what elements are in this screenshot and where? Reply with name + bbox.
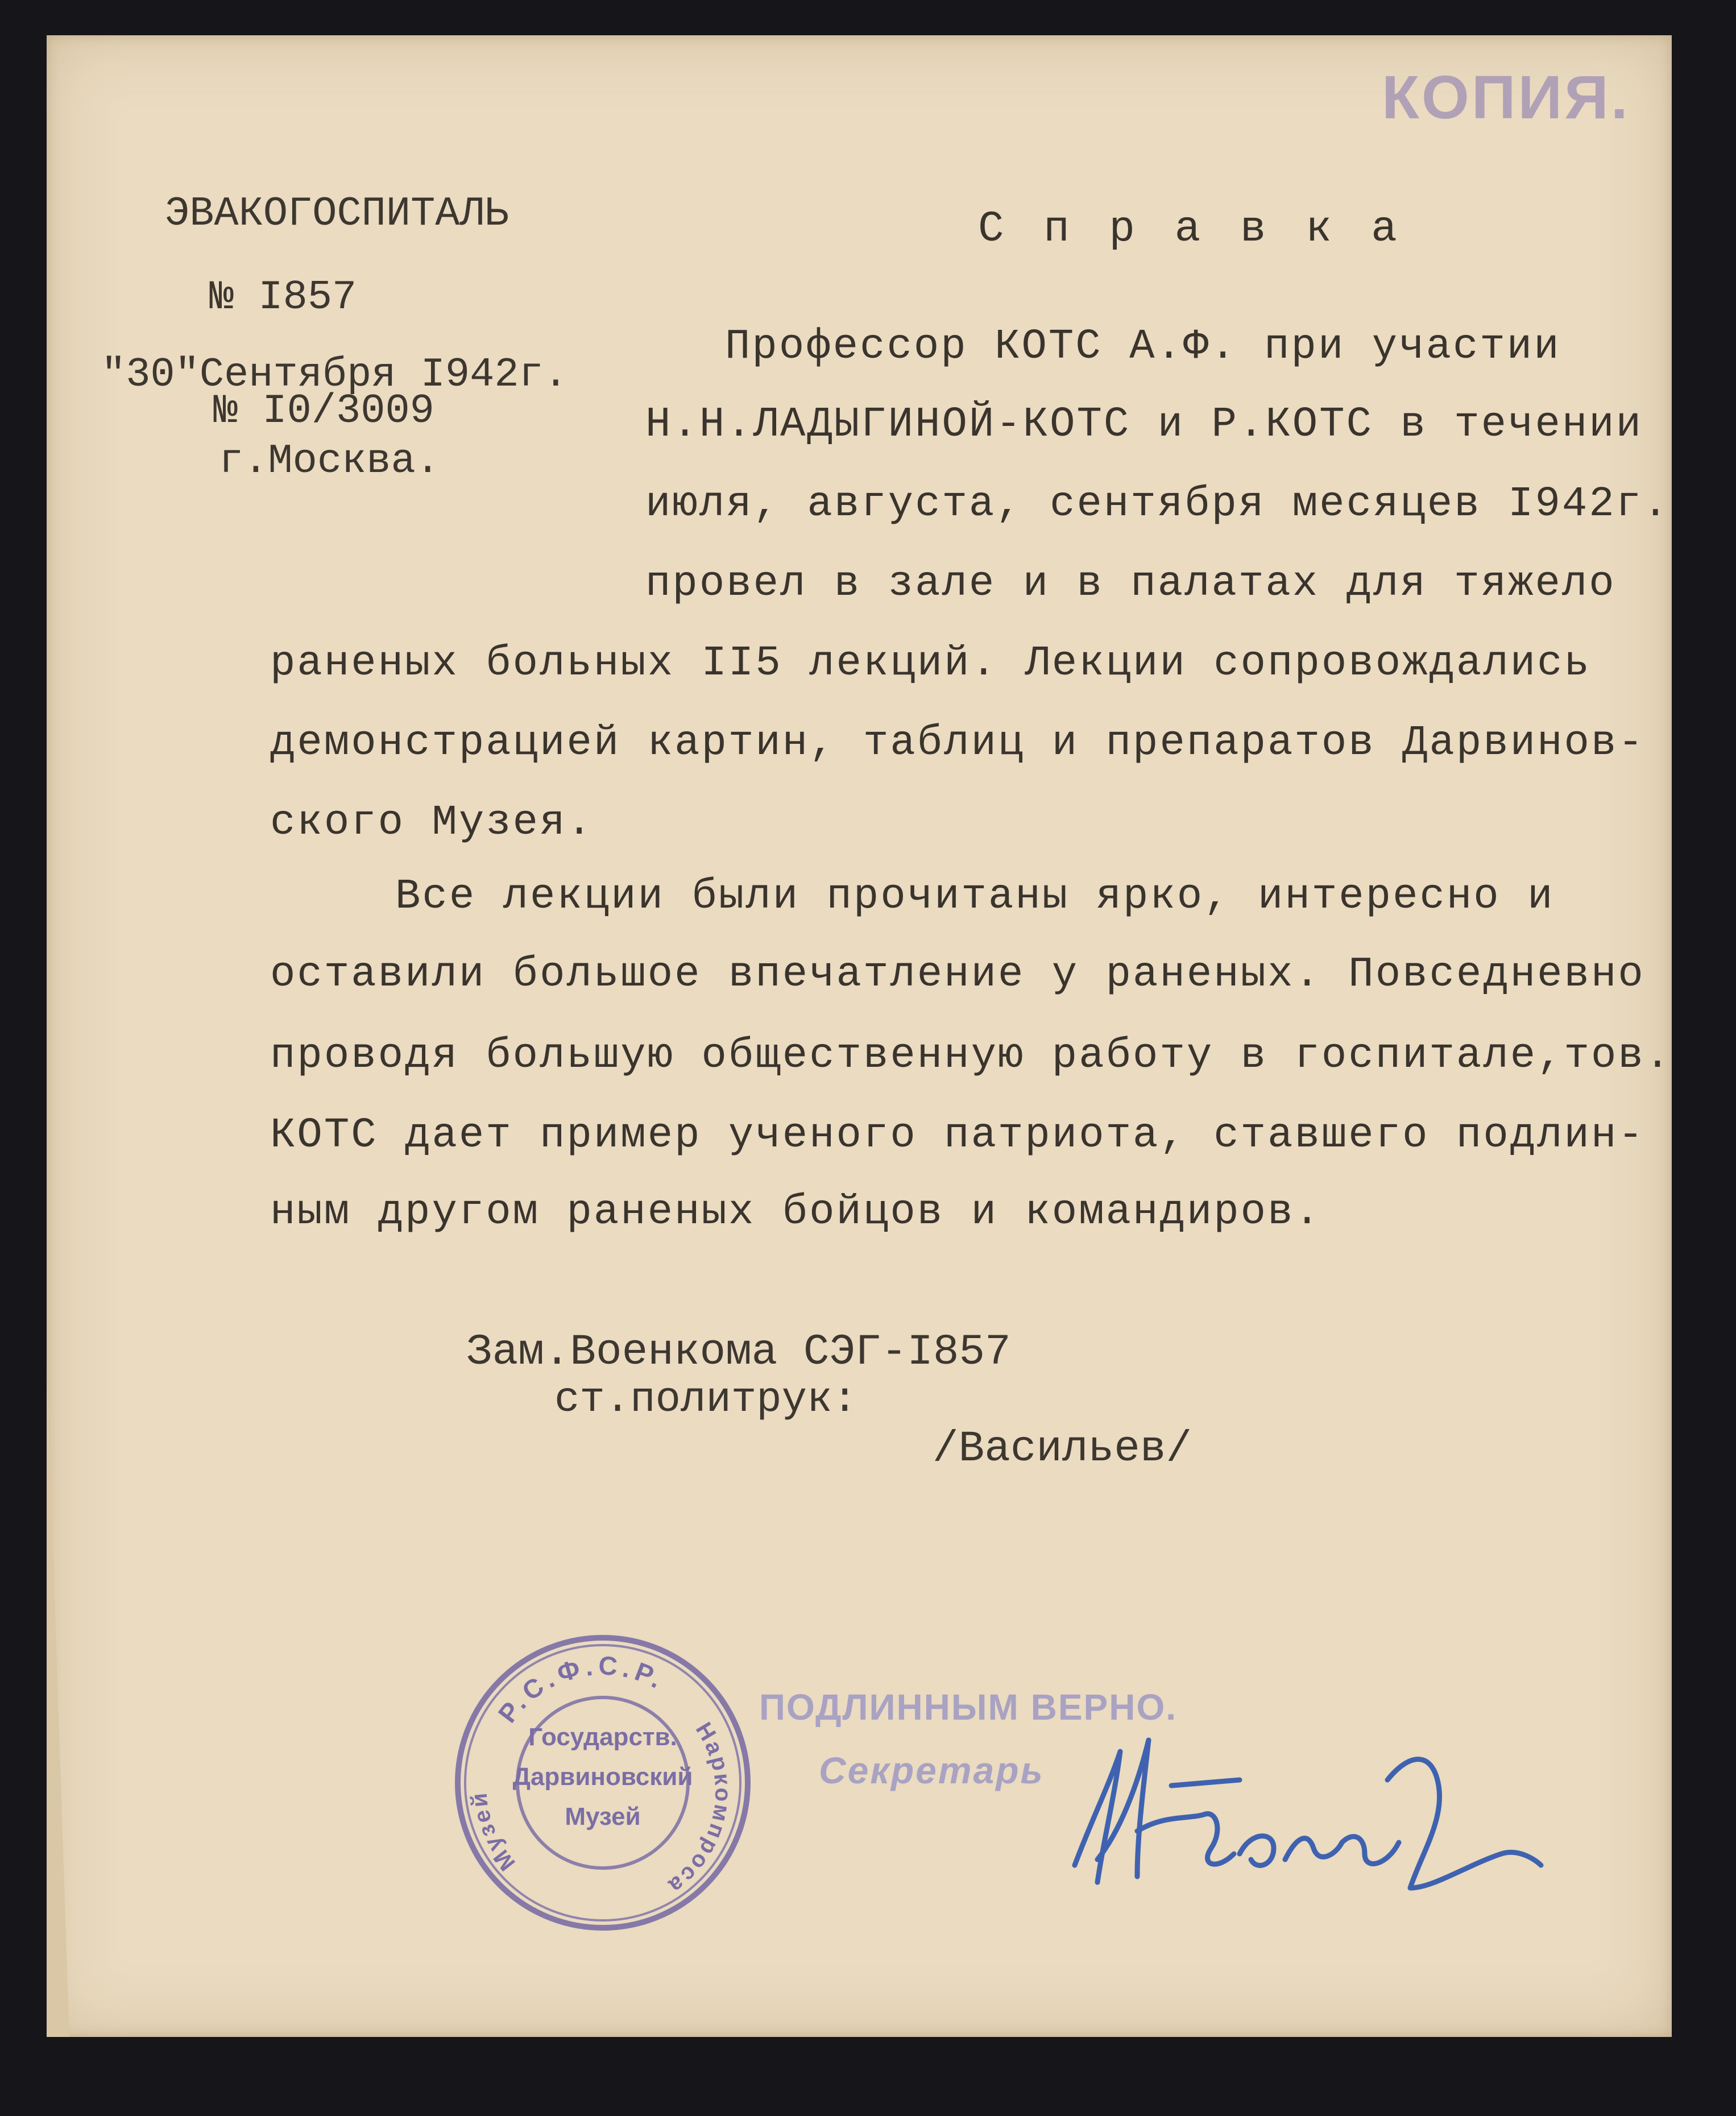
seal-ring-top: Р.С.Ф.С.Р. [492,1650,672,1728]
body-line: демонстрацией картин, таблиц и препаратов Дарвинов- [270,719,1645,767]
seal-center-line: Государств. [528,1723,677,1751]
body-line: проводя большую общественную работу в госпитале,тов. [270,1032,1672,1080]
body-line: провел в зале и в палатах для тяжело [645,560,1616,608]
signatory-name: /Васильев/ [933,1425,1192,1473]
seal-center-line: Музей [565,1803,641,1831]
body-line: Все лекции были прочитаны ярко, интересно и [395,873,1555,921]
header-number: № I857 [209,274,357,321]
signatory-position: Зам.Военкома СЭГ-I857 [466,1328,1011,1377]
body-line: КОТС дает пример ученого патриота, ставшего подлин- [270,1112,1645,1160]
body-line: Профессор КОТС А.Ф. при участии [725,323,1561,371]
body-line: раненых больных II5 лекций. Лекции сопровождались [270,640,1591,688]
signatory-rank: ст.политрук: [554,1376,857,1424]
secretary-stamp: Секретарь [819,1749,1045,1791]
body-line: Н.Н.ЛАДЫГИНОЙ-КОТС и Р.КОТС в течении [645,401,1643,449]
seal-center-line: Дарвиновский [512,1763,693,1791]
header-ref: № I0/3009 [213,388,434,434]
seal-ring-right: Наркомпроса [662,1718,736,1900]
body-line: ского Музея. [270,799,594,847]
handwritten-signature [1069,1717,1552,1911]
body-line: ным другом раненых бойцов и командиров. [270,1189,1321,1236]
copy-stamp: КОПИЯ. [1382,63,1630,131]
certified-stamp: ПОДЛИННЫМ ВЕРНО. [759,1687,1177,1728]
header-org: ЭВАКОГОСПИТАЛЬ [165,191,509,237]
museum-seal [444,1624,762,1942]
seal-ring-left: Музей [466,1790,520,1875]
header-date: "30"Сентября I942г. [101,351,568,398]
document-title: С п р а в к а [978,205,1404,254]
header-city: г.Москва. [219,438,440,485]
body-line: оставили большое впечатление у раненых. Повседневно [270,951,1645,999]
body-line: июля, августа, сентября месяцев I942г. [645,481,1670,528]
